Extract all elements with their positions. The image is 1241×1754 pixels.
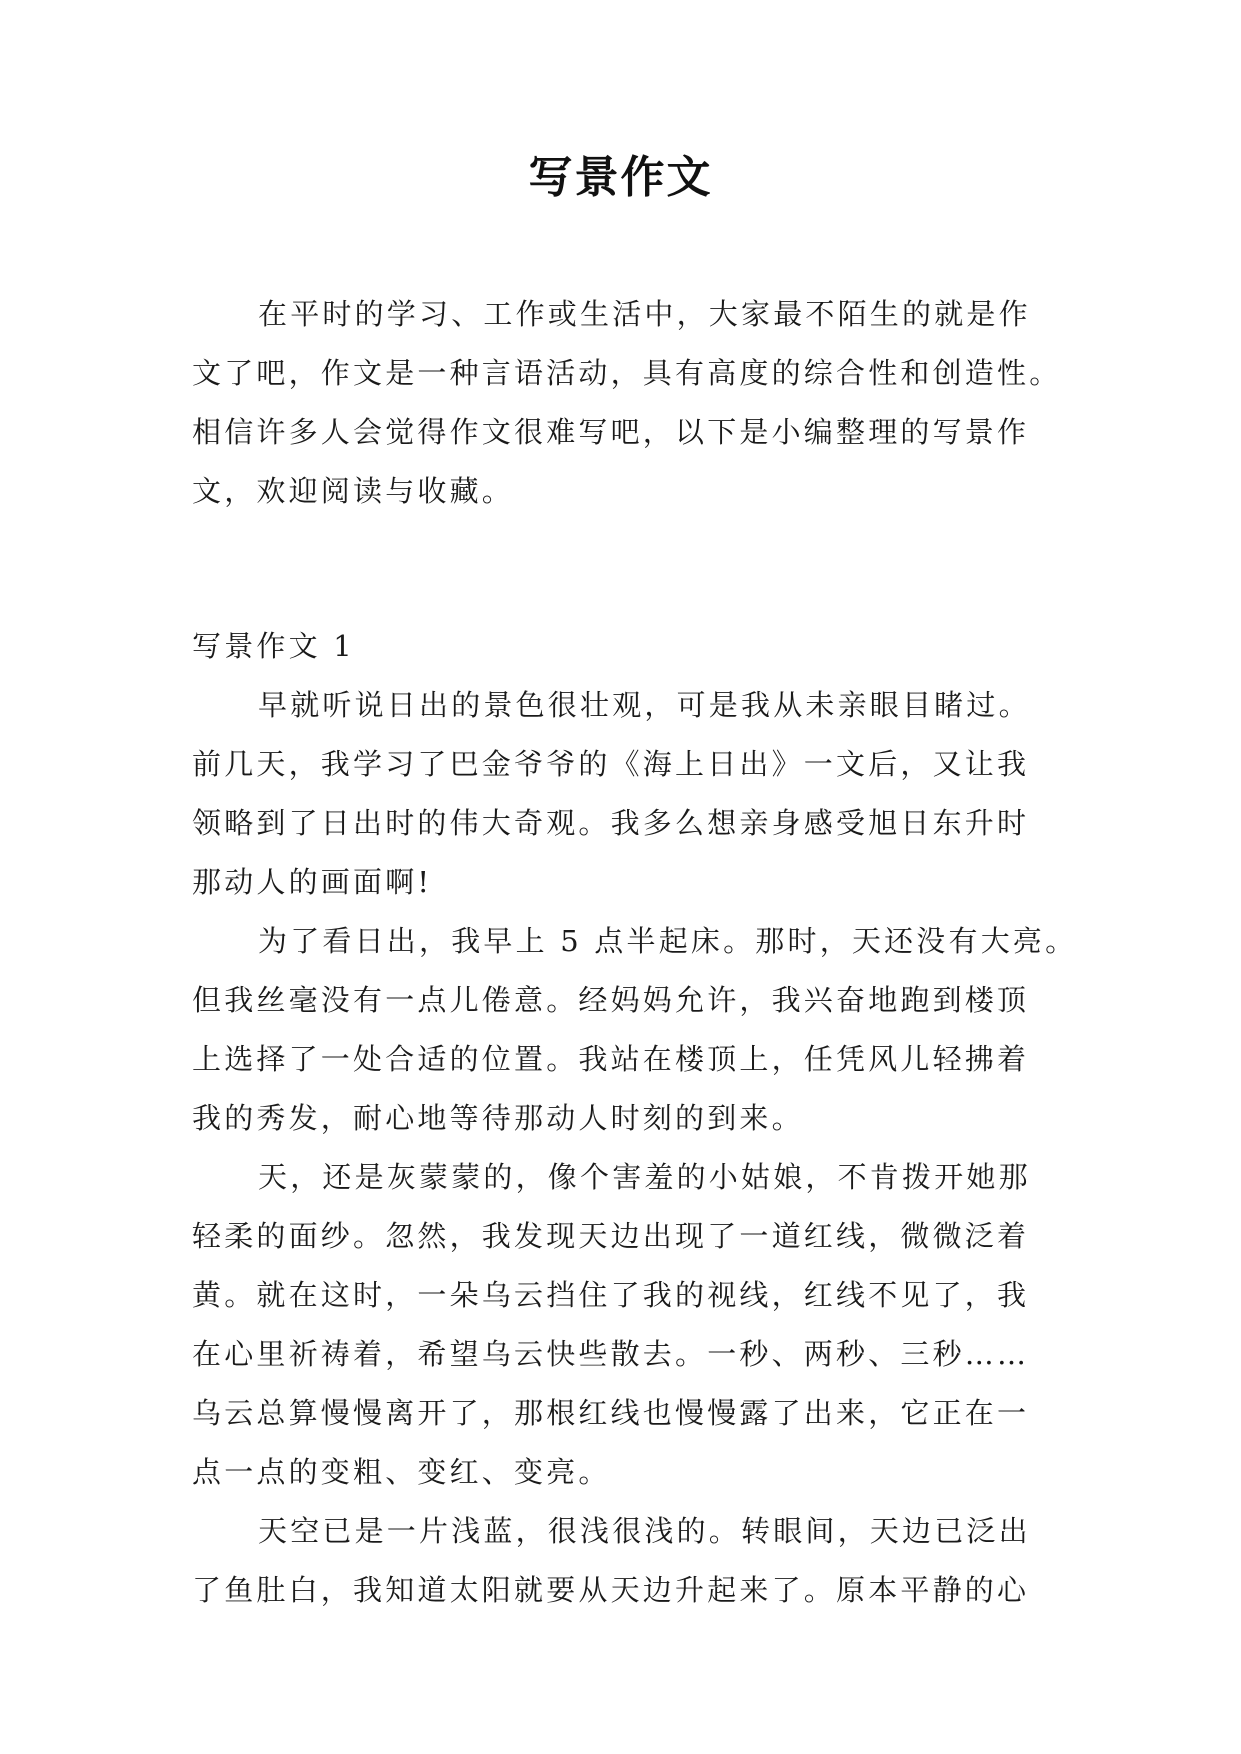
text-line: 早就听说日出的景色很壮观，可是我从未亲眼目睹过。: [258, 688, 1031, 722]
document-body: [192, 285, 1078, 1620]
text-line: 点一点的变粗、变红、变亮。: [192, 1455, 611, 1489]
text-line: 文了吧，作文是一种言语活动，具有高度的综合性和创造性。: [192, 356, 1062, 390]
paragraph: [192, 1148, 1052, 1502]
document-title: 写景作文: [528, 152, 713, 203]
intro-paragraph: [192, 285, 1062, 521]
text-line: 在平时的学习、工作或生活中，大家最不陌生的就是作: [258, 297, 1031, 331]
text-line: 文，欢迎阅读与收藏。: [192, 474, 515, 508]
text-line: 那动人的画面啊!: [192, 865, 433, 899]
paragraph: [192, 1502, 1052, 1620]
paragraph: [192, 676, 1052, 912]
text-line: 天空已是一片浅蓝，很浅很浅的。转眼间，天边已泛出: [258, 1514, 1031, 1548]
text-line: 我的秀发，耐心地等待那动人时刻的到来。: [192, 1101, 804, 1135]
section-heading: 写景作文 1: [192, 629, 355, 663]
paragraph: [192, 912, 1078, 1148]
text-line: 前几天，我学习了巴金爷爷的《海上日出》一文后，又让我: [192, 747, 1030, 781]
text-line: 领略到了日出时的伟大奇观。我多么想亲身感受旭日东升时: [192, 806, 1030, 840]
text-line: 了鱼肚白，我知道太阳就要从天边升起来了。原本平静的心: [192, 1573, 1030, 1607]
text-line: 在心里祈祷着，希望乌云快些散去。一秒、两秒、三秒……: [192, 1337, 1030, 1371]
text-line: 黄。就在这时，一朵乌云挡住了我的视线，红线不见了，我: [192, 1278, 1030, 1312]
text-line: 上选择了一处合适的位置。我站在楼顶上，任凭风儿轻拂着: [192, 1042, 1030, 1076]
text-line: 相信许多人会觉得作文很难写吧，以下是小编整理的写景作: [192, 415, 1030, 449]
text-line: 天，还是灰蒙蒙的，像个害羞的小姑娘，不肯拨开她那: [258, 1160, 1031, 1194]
text-line: 轻柔的面纱。忽然，我发现天边出现了一道红线，微微泛着: [192, 1219, 1030, 1253]
text-line: 但我丝毫没有一点儿倦意。经妈妈允许，我兴奋地跑到楼顶: [192, 983, 1030, 1017]
text-line: 乌云总算慢慢离开了，那根红线也慢慢露了出来，它正在一: [192, 1396, 1030, 1430]
text-line: 为了看日出，我早上 5 点半起床。那时，天还没有大亮。: [258, 924, 1078, 958]
